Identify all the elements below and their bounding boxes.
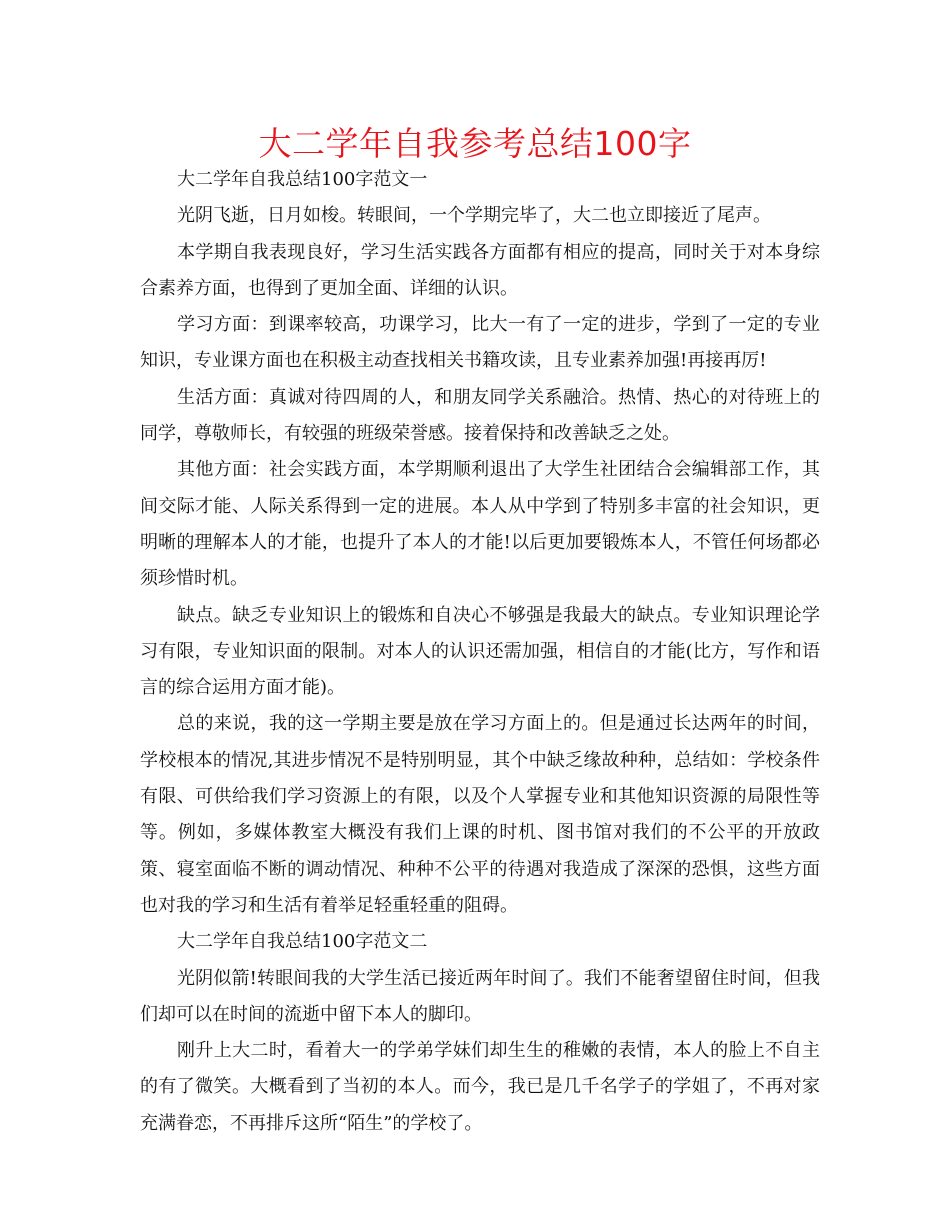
document-title: 大二学年自我参考总结100字	[258, 124, 692, 163]
paragraph: 缺点。缺乏专业知识上的锻炼和自决心不够强是我最大的缺点。专业知识理论学习有限，专业知识面的限制。对本人的认识还需加强，相信自的才能(比方，写作和语言的综合运用方面才能)。	[140, 604, 820, 699]
paragraph: 光阴似箭!转眼间我的大学生活已接近两年时间了。我们不能奢望留住时间，但我们却可以在时间的流逝中留下本人的脚印。	[140, 967, 820, 1025]
section-heading-2: 大二学年自我总结100字范文二	[177, 931, 428, 953]
paragraph: 其他方面：社会实践方面，本学期顺利退出了大学生社团结合会编辑部工作，其间交际才能、人际关系得到一定的进展。本人从中学到了特别多丰富的社会知识，更明晰的理解本人的才能，也提升了本人的才能!以后更加要锻炼本人，不管任何场都必须珍惜时机。	[140, 459, 820, 590]
paragraph: 本学期自我表现良好，学习生活实践各方面都有相应的提高，同时关于对本身综合素养方面，也得到了更加全面、详细的认识。	[140, 241, 820, 299]
paragraph: 学习方面：到课率较高，功课学习，比大一有了一定的进步，学到了一定的专业知识，专业课方面也在积极主动查找相关书籍攻读，且专业素养加强!再接再厉!	[140, 314, 820, 372]
paragraph: 光阴飞逝，日月如梭。转眼间，一个学期完毕了，大二也立即接近了尾声。	[177, 205, 771, 227]
paragraph: 生活方面：真诚对待四周的人，和朋友同学关系融洽。热情、热心的对待班上的同学，尊敬师长，有较强的班级荣誉感。接着保持和改善缺乏之处。	[140, 386, 820, 445]
paragraph: 总的来说，我的这一学期主要是放在学习方面上的。但是通过长达两年的时间，学校根本的情况,其进步情况不是特别明显，其个中缺乏缘故种种，总结如：学校条件有限、可供给我们学习资源上的有限，以及个人掌握专业和其他知识资源的局限性等等。例如，多媒体教室大概没有我们上课的时机、图书馆对我们的不公平的开放政策、寝室面临不断的调动情况、种种不公平的待遇对我造成了深深的恐惧，这些方面也对我的学习和生活有着举足轻重轻重的阻碍。	[140, 713, 820, 916]
paragraph: 刚升上大二时，看着大一的学弟学妹们却生生的稚嫩的表情，本人的脸上不自主的有了微笑。大概看到了当初的本人。而今，我已是几千名学子的学姐了，不再对家充满眷恋，不再排斥这所“陌生”的学校了。	[140, 1040, 820, 1134]
section-heading-1: 大二学年自我总结100字范文一	[177, 169, 428, 190]
document-body	[140, 162, 820, 1142]
